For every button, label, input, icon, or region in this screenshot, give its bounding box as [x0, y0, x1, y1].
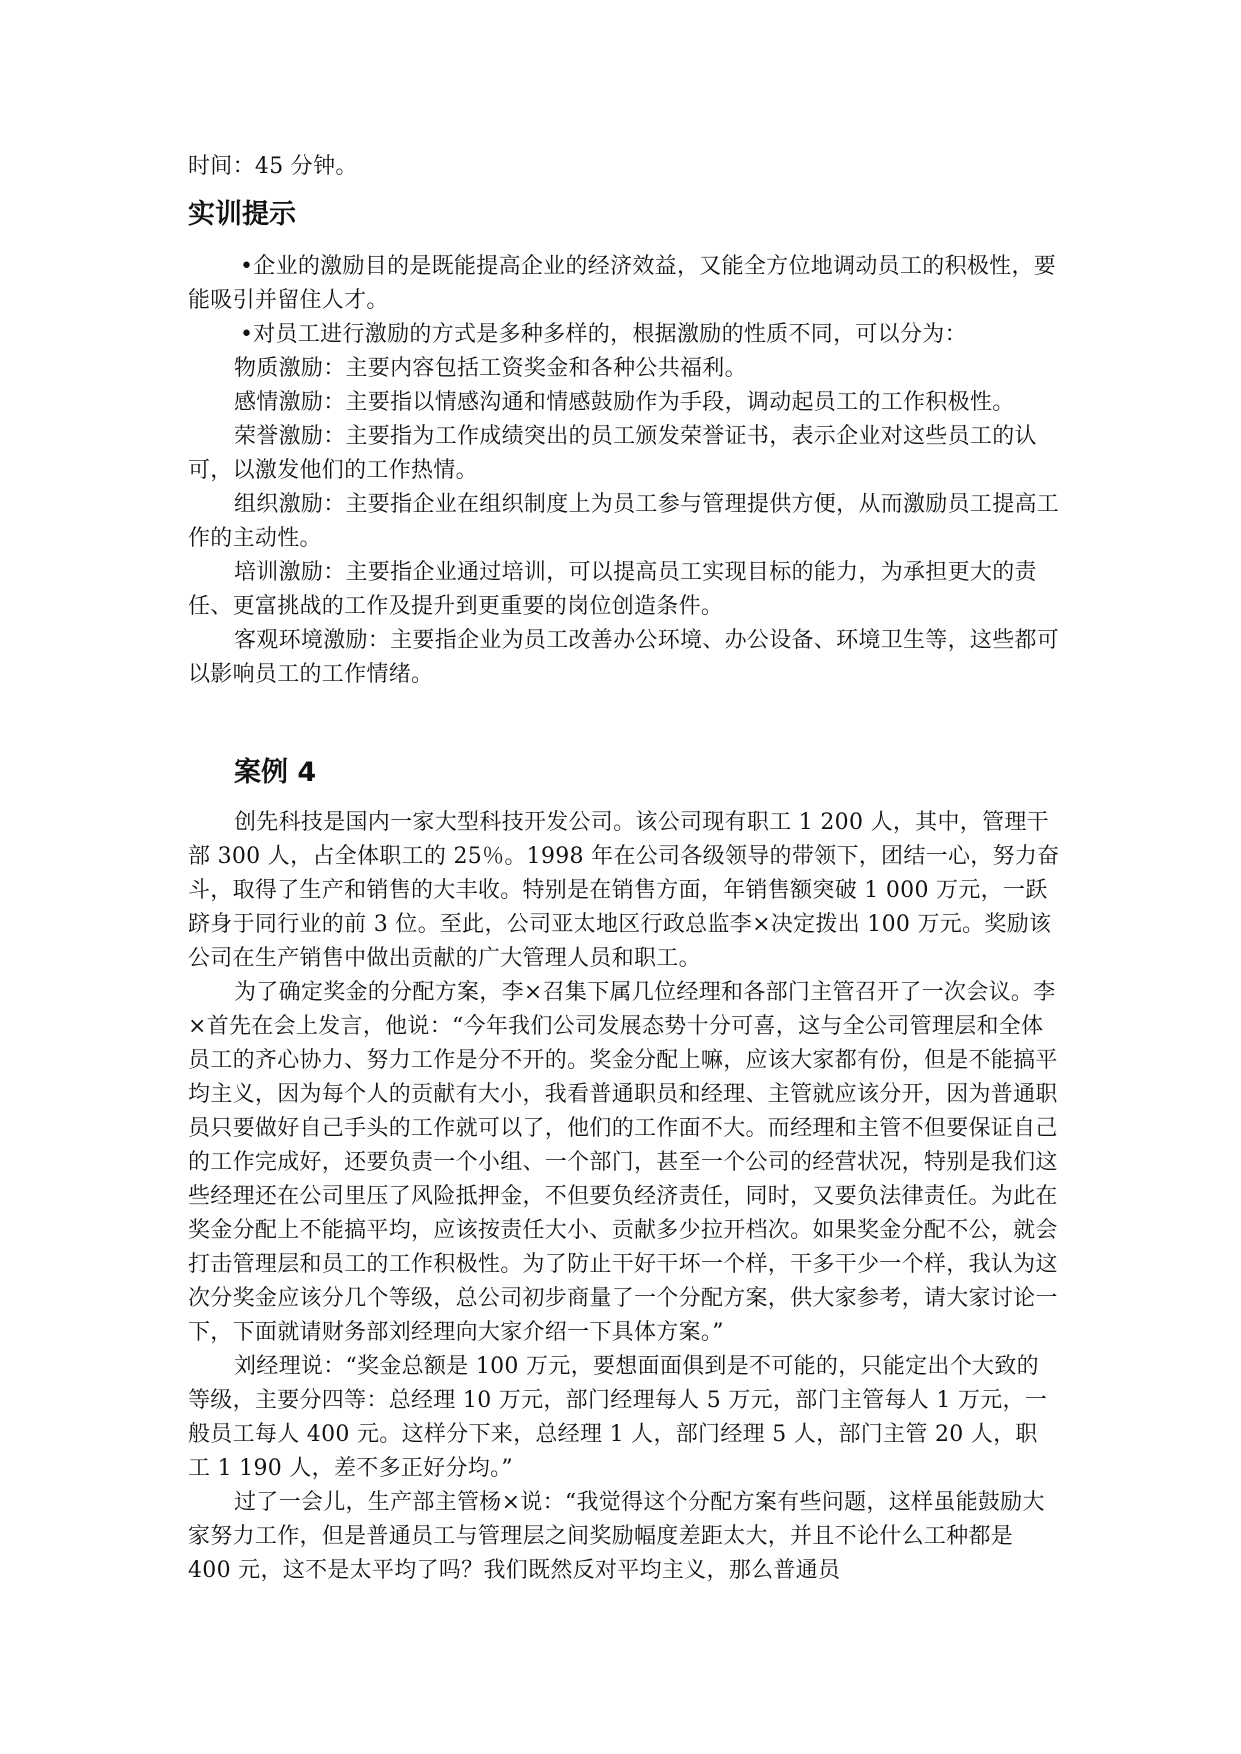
tips-item-material: 物质激励：主要内容包括工资奖金和各种公共福利。	[234, 356, 747, 381]
case-body	[188, 806, 1060, 1588]
time-line: 时间：45 分钟。	[188, 154, 358, 179]
case-paragraph-2: 为了确定奖金的分配方案，李×召集下属几位经理和各部门主管召开了一次会议。李×首先在会上发言，他说：“今年我们公司发展态势十分可喜，这与全公司管理层和全体员工的齐心协力、努力工作是分不开的。奖金分配上嘛，应该大家都有份，但是不能搞平均主义，因为每个人的贡献有大小，我看普通职员和经理、主管就应该分开，因为普通职员只要做好自己手头的工作就可以了，他们的工作面不大。而经理和主管不但要保证自己的工作完成好，还要负责一个小组、一个部门，甚至一个公司的经营状况，特别是我们这些经理还在公司里压了风险抵押金，不但要负经济责任，同时，又要负法律责任。为此在奖金分配上不能搞平均，应该按责任大小、贡献多少拉开档次。如果奖金分配不公，就会打击管理层和员工的工作积极性。为了防止干好干坏一个样，干多干少一个样，我认为这次分奖金应该分几个等级，总公司初步商量了一个分配方案，供大家参考，请大家讨论一下，下面就请财务部刘经理向大家介绍一下具体方案。”	[188, 980, 1058, 1345]
tips-bullet-1: •企业的激励目的是既能提高企业的经济效益，又能全方位地调动员工的积极性，要能吸引并留住人才。	[188, 254, 1057, 313]
case-heading: 案例 4	[234, 757, 317, 788]
case-paragraph-3: 刘经理说：“奖金总额是 100 万元，要想面面俱到是不可能的，只能定出个大致的等级，主要分四等：总经理 10 万元，部门经理每人 5 万元，部门主管每人 1 万元，一般员工每人 400 元。这样分下来，总经理 1 人，部门经理 5 人，部门主管 20 人，职工 1 190 人，差不多正好分均。”	[188, 1354, 1048, 1481]
tips-body	[188, 250, 1060, 692]
tips-item-training: 培训激励：主要指企业通过培训，可以提高员工实现目标的能力，为承担更大的责任、更富挑战的工作及提升到更重要的岗位创造条件。	[188, 560, 1037, 619]
tips-bullet-2: •对员工进行激励的方式是多种多样的，根据激励的性质不同，可以分为：	[240, 322, 967, 347]
tips-item-emotion: 感情激励：主要指以情感沟通和情感鼓励作为手段，调动起员工的工作积极性。	[234, 390, 1015, 415]
tips-item-environment: 客观环境激励：主要指企业为员工改善办公环境、办公设备、环境卫生等，这些都可以影响员工的工作情绪。	[188, 628, 1060, 687]
case-paragraph-4: 过了一会儿，生产部主管杨×说：“我觉得这个分配方案有些问题，这样虽能鼓励大家努力工作，但是普通员工与管理层之间奖励幅度差距太大，并且不论什么工种都是 400 元，这不是太平均了吗？我们既然反对平均主义，那么普通员	[188, 1490, 1045, 1583]
case-paragraph-1: 创先科技是国内一家大型科技开发公司。该公司现有职工 1 200 人，其中，管理干部 300 人，占全体职工的 25％。1998 年在公司各级领导的带领下，团结一心，努力奋斗，取得了生产和销售的大丰收。特别是在销售方面，年销售额突破 1 000 万元，一跃跻身于同行业的前 3 位。至此，公司亚太地区行政总监李×决定拨出 100 万元。奖励该公司在生产销售中做出贡献的广大管理人员和职工。	[188, 810, 1060, 971]
tips-item-organization: 组织激励：主要指企业在组织制度上为员工参与管理提供方便，从而激励员工提高工作的主动性。	[188, 492, 1060, 551]
tips-item-honor: 荣誉激励：主要指为工作成绩突出的员工颁发荣誉证书，表示企业对这些员工的认可，以激发他们的工作热情。	[188, 424, 1037, 483]
tips-heading: 实训提示	[188, 199, 296, 230]
